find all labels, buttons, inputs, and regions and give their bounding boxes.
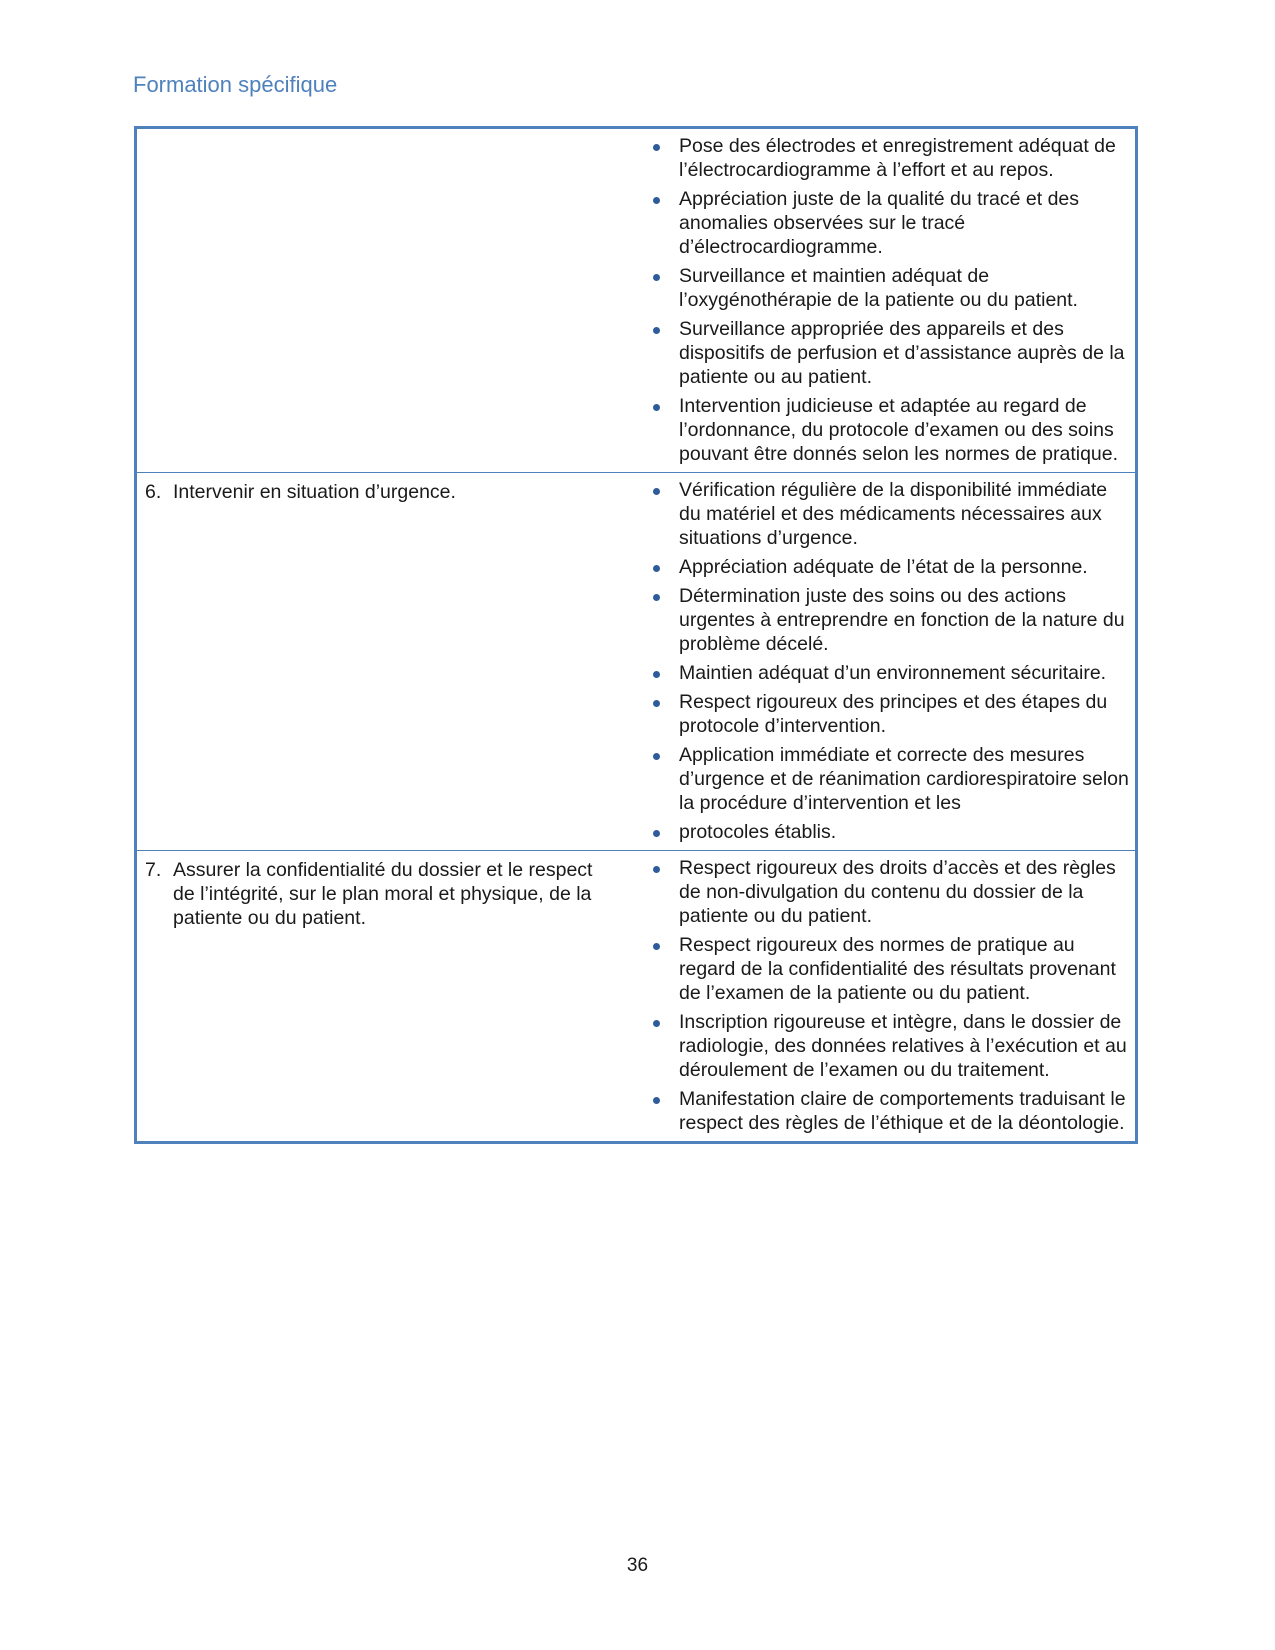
- criterion-item: Application immédiate et correcte des mesures d’urgence et de réanimation cardiorespiratoire selon la procédure d’intervention et les: [627, 743, 1129, 815]
- criteria-list: [627, 134, 1129, 466]
- bullet-icon: [653, 866, 660, 873]
- bullet-icon: [653, 700, 660, 707]
- criterion-item: Manifestation claire de comportements traduisant le respect des règles de l’éthique et de la déontologie.: [627, 1087, 1129, 1135]
- criterion-item: Intervention judicieuse et adaptée au regard de l’ordonnance, du protocole d’examen ou des soins pouvant être donnés selon les normes de pratique.: [627, 394, 1129, 466]
- criterion-item: Respect rigoureux des principes et des étapes du protocole d’intervention.: [627, 690, 1129, 738]
- competency-statement: [145, 477, 619, 504]
- page-number: 36: [626, 1555, 649, 1576]
- criterion-item: Inscription rigoureuse et intègre, dans le dossier de radiologie, des données relatives à l’exécution et au déroulement de l’examen ou du traitement.: [627, 1010, 1129, 1082]
- criterion-item: Respect rigoureux des normes de pratique au regard de la confidentialité des résultats provenant de l’examen de la patiente ou du patient.: [627, 933, 1129, 1005]
- criteria-cell: [627, 473, 1135, 850]
- bullet-icon: [653, 594, 660, 601]
- competency-number: 7.: [145, 859, 162, 881]
- table-row: [137, 850, 1135, 1141]
- bullet-icon: [653, 943, 660, 950]
- bullet-icon: [653, 197, 660, 204]
- criterion-item: Maintien adéquat d’un environnement sécuritaire.: [627, 661, 1129, 685]
- criteria-cell: [627, 129, 1135, 472]
- section-header: Formation spécifique: [133, 72, 338, 97]
- criterion-item: Détermination juste des soins ou des actions urgentes à entreprendre en fonction de la nature du problème décelé.: [627, 584, 1129, 656]
- criteria-list: [627, 856, 1129, 1135]
- competency-cell: [137, 851, 627, 1141]
- criterion-item: Vérification régulière de la disponibilité immédiate du matériel et des médicaments nécessaires aux situations d’urgence.: [627, 478, 1129, 550]
- bullet-icon: [653, 327, 660, 334]
- criterion-item: Appréciation juste de la qualité du tracé et des anomalies observées sur le tracé d’électrocardiogramme.: [627, 187, 1129, 259]
- bullet-icon: [653, 671, 660, 678]
- bullet-icon: [653, 404, 660, 411]
- bullet-icon: [653, 144, 660, 151]
- criteria-list: [627, 478, 1129, 844]
- criteria-cell: [627, 851, 1135, 1141]
- bullet-icon: [653, 1097, 660, 1104]
- criterion-item: Respect rigoureux des droits d’accès et des règles de non-divulgation du contenu du dossier de la patiente ou du patient.: [627, 856, 1129, 928]
- bullet-icon: [653, 565, 660, 572]
- criterion-item: Surveillance appropriée des appareils et des dispositifs de perfusion et d’assistance auprès de la patiente ou au patient.: [627, 317, 1129, 389]
- competency-text: Intervenir en situation d’urgence.: [173, 481, 456, 503]
- criterion-item: protocoles établis.: [627, 820, 1129, 844]
- bullet-icon: [653, 488, 660, 495]
- competency-table: [134, 126, 1138, 1144]
- criterion-item: Appréciation adéquate de l’état de la personne.: [627, 555, 1129, 579]
- competency-statement: [145, 855, 619, 930]
- bullet-icon: [653, 830, 660, 837]
- competency-text: Assurer la confidentialité du dossier et le respect de l’intégrité, sur le plan moral et physique, de la patiente ou du patient.: [173, 859, 593, 929]
- bullet-icon: [653, 274, 660, 281]
- competency-cell: [137, 129, 627, 472]
- bullet-icon: [653, 753, 660, 760]
- competency-number: 6.: [145, 481, 162, 503]
- table-row: [137, 472, 1135, 850]
- criterion-item: Surveillance et maintien adéquat de l’oxygénothérapie de la patiente ou du patient.: [627, 264, 1129, 312]
- table-row: [137, 129, 1135, 472]
- criterion-item: Pose des électrodes et enregistrement adéquat de l’électrocardiogramme à l’effort et au repos.: [627, 134, 1129, 182]
- competency-cell: [137, 473, 627, 850]
- bullet-icon: [653, 1020, 660, 1027]
